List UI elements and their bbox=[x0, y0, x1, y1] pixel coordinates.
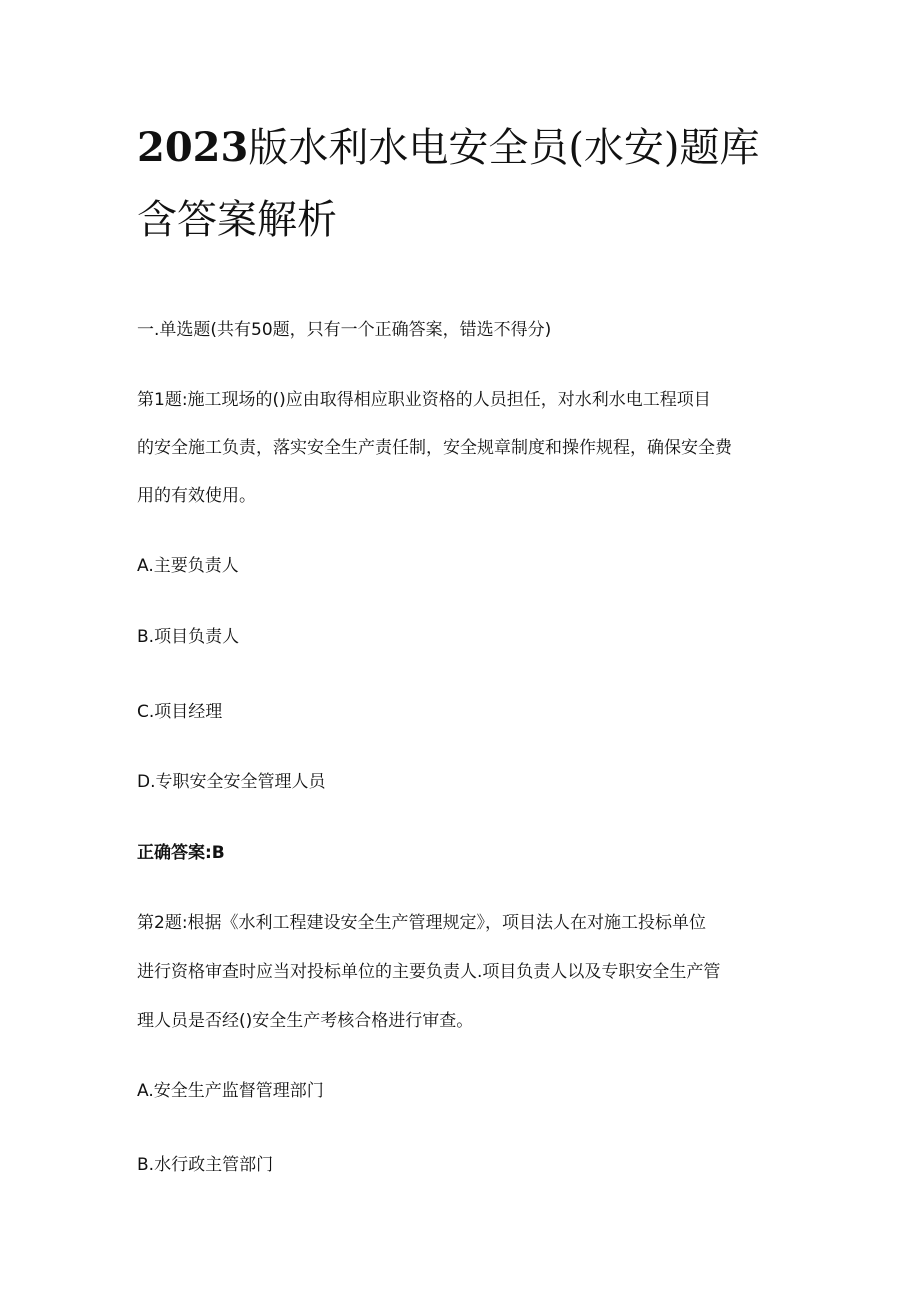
question-1-stem-line-3: 用的有效使用。 bbox=[137, 486, 256, 506]
question-1-answer: 正确答案:B bbox=[137, 843, 225, 863]
question-2-stem-line-3: 理人员是否经()安全生产考核合格进行审查。 bbox=[137, 1011, 474, 1031]
question-1-option-a: A.主要负责人 bbox=[137, 556, 239, 576]
question-1-stem-line-1: 第1题:施工现场的()应由取得相应职业资格的人员担任，对水利水电工程项目 bbox=[137, 390, 711, 410]
title-line1: 版水利水电安全员(水安)题库 bbox=[248, 125, 760, 171]
question-1-option-b: B.项目负责人 bbox=[137, 627, 240, 647]
question-2-option-b: B.水行政主管部门 bbox=[137, 1155, 274, 1175]
question-2-stem-line-1: 第2题:根据《水利工程建设安全生产管理规定》，项目法人在对施工投标单位 bbox=[137, 913, 707, 933]
question-2-option-a: A.安全生产监督管理部门 bbox=[137, 1081, 324, 1101]
title-year: 2023 bbox=[137, 124, 249, 171]
question-1-stem-line-2: 的安全施工负责，落实安全生产责任制，安全规章制度和操作规程，确保安全费 bbox=[137, 438, 732, 458]
question-2-stem-line-2: 进行资格审查时应当对投标单位的主要负责人.项目负责人以及专职安全生产管 bbox=[137, 962, 721, 982]
title-line2: 含答案解析 bbox=[137, 197, 337, 243]
question-1-option-c: C.项目经理 bbox=[137, 702, 223, 722]
question-1-option-d: D.专职安全安全管理人员 bbox=[137, 772, 326, 792]
document-title bbox=[137, 112, 797, 256]
section-heading: 一.单选题(共有50题，只有一个正确答案，错选不得分) bbox=[137, 320, 552, 340]
